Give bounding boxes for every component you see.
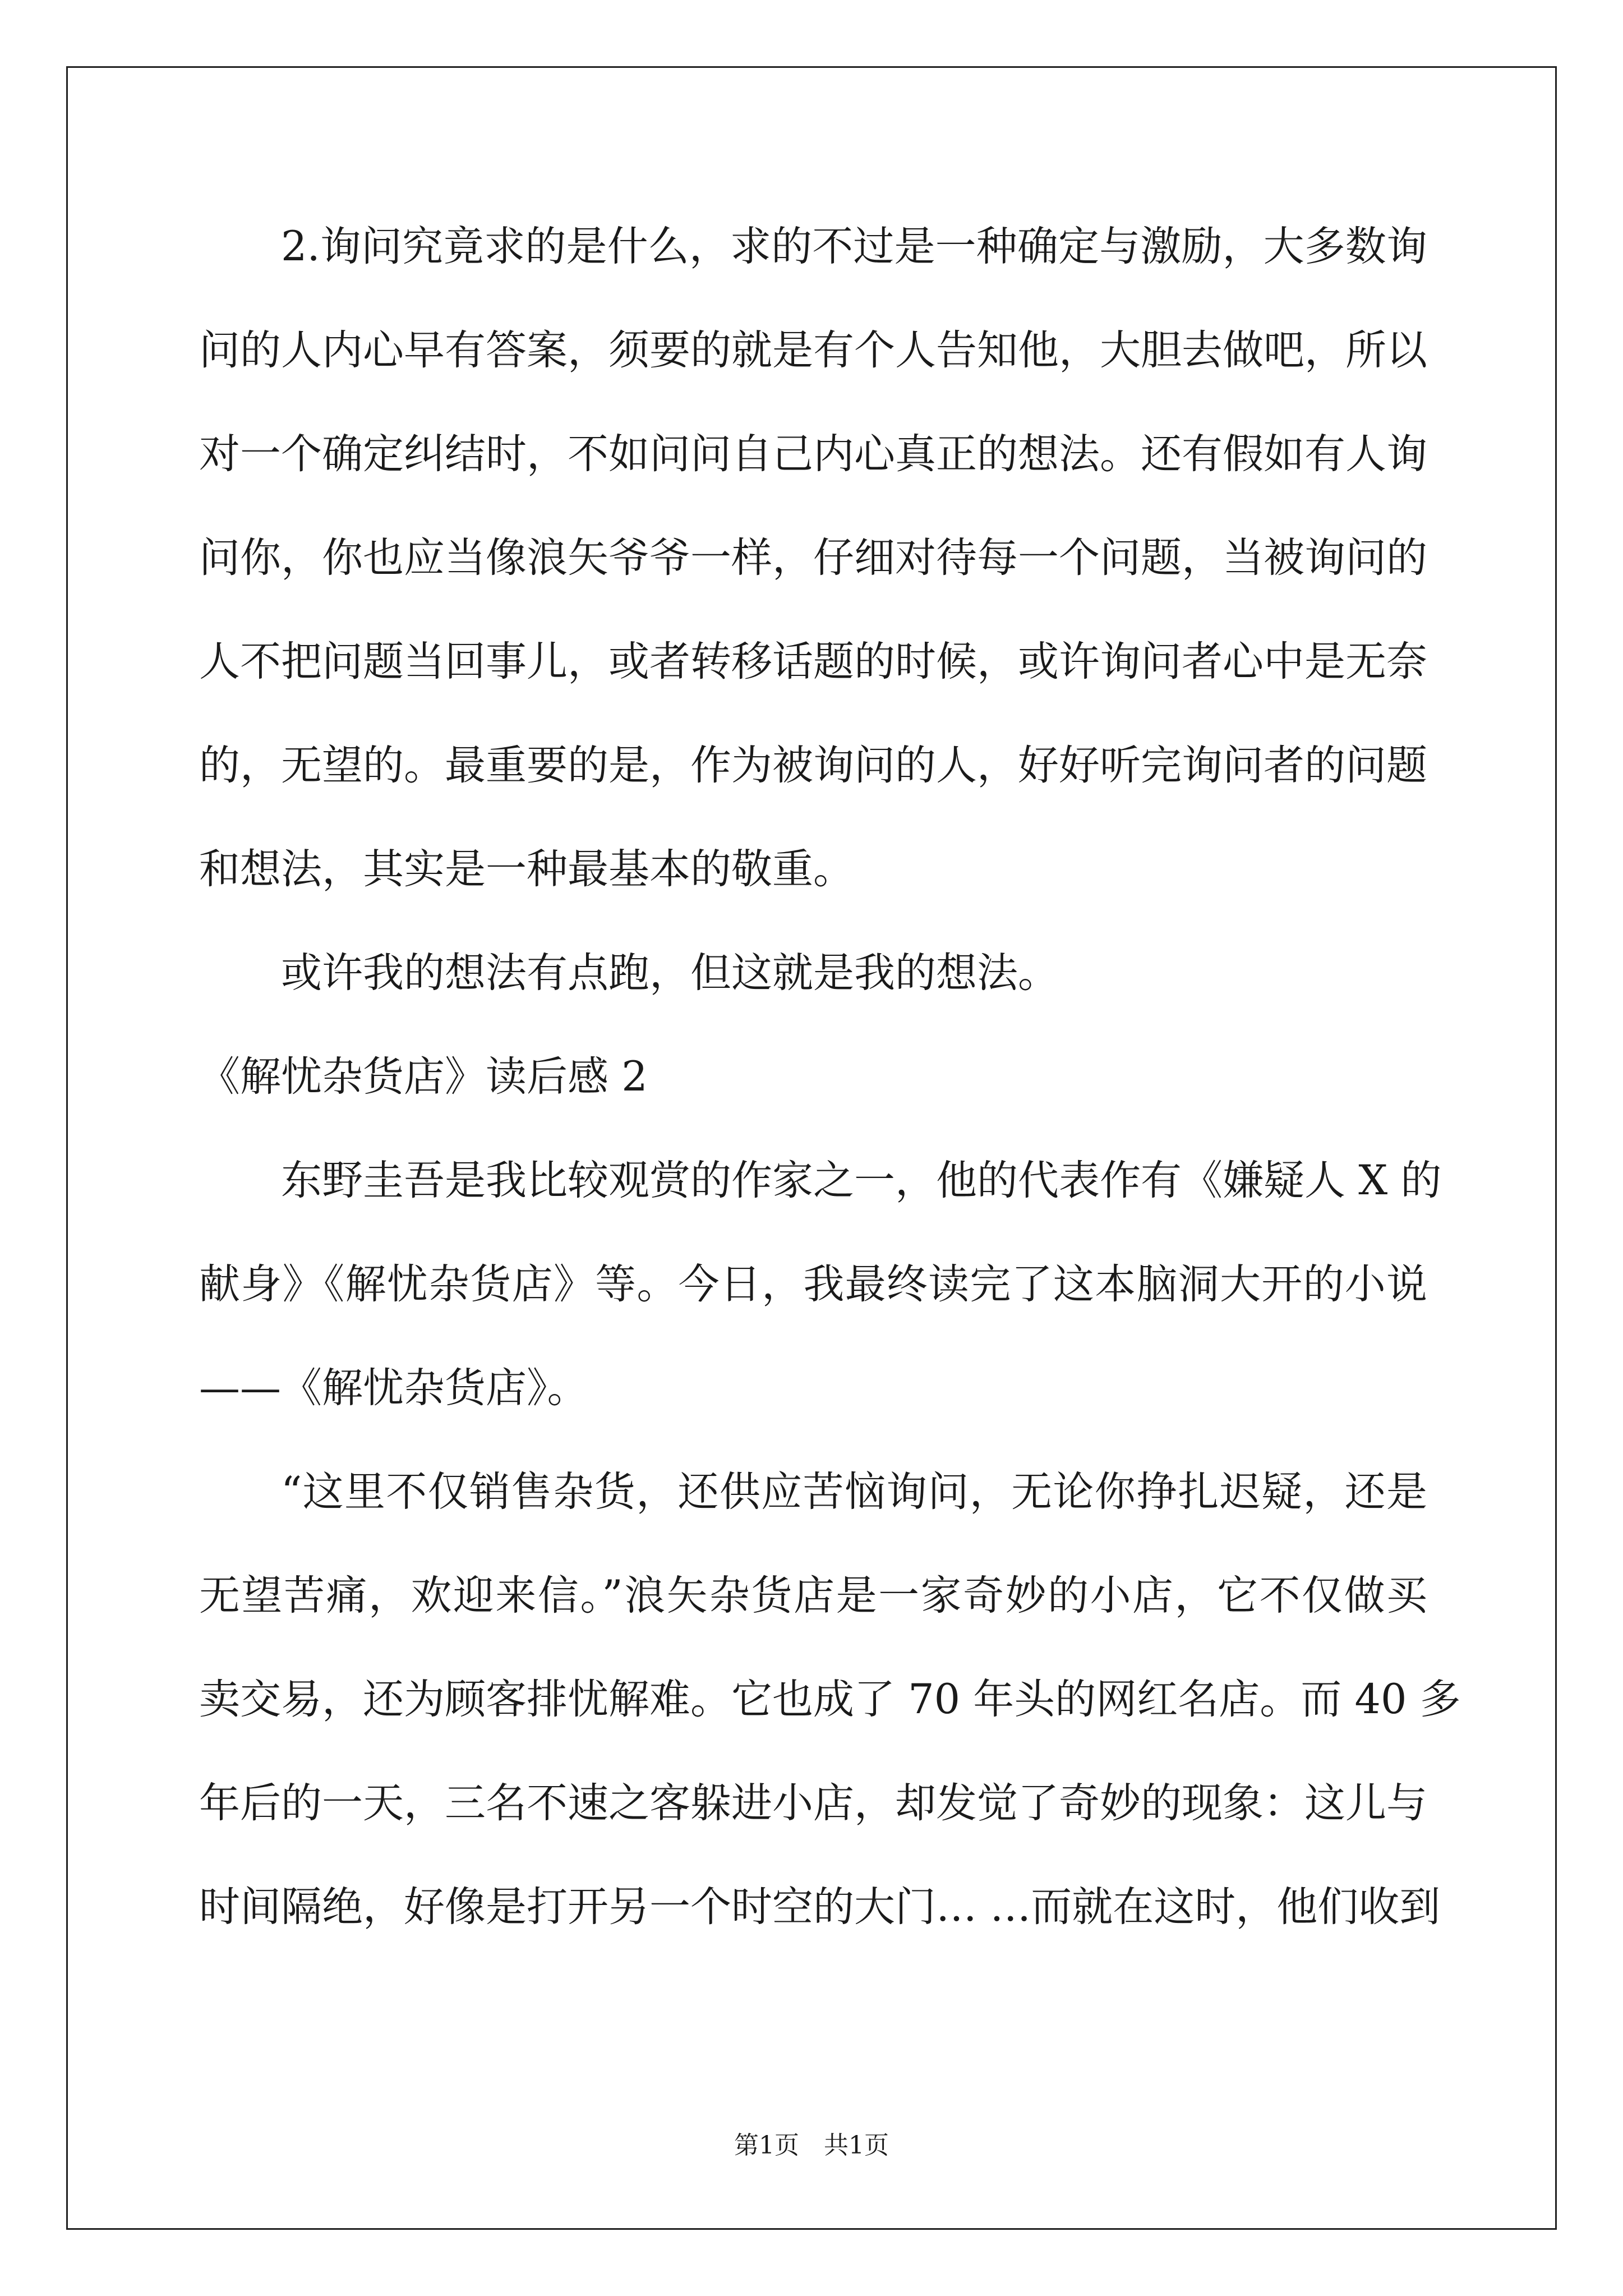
- paragraph-line: 问的人内心早有答案，须要的就是有个人告知他，大胆去做吧，所以: [199, 326, 1427, 374]
- paragraph-line: 卖交易，还为顾客排忧解难。它也成了 70 年头的网红名店。而 40 多: [199, 1676, 1461, 1723]
- paragraph-line: 人不把问题当回事儿，或者转移话题的时候，或许询问者心中是无奈: [199, 638, 1427, 685]
- paragraph-line: 和想法，其实是一种最基本的敬重。: [199, 845, 854, 893]
- paragraph-line: 对一个确定纠结时，不如问问自己内心真正的想法。还有假如有人询: [199, 430, 1427, 478]
- page-number-footer: 第1页 共1页: [734, 2131, 889, 2160]
- paragraph-line: 献身》《解忧杂货店》等。今日，我最终读完了这本脑洞大开的小说: [199, 1260, 1427, 1308]
- paragraph-line: 或许我的想法有点跑，但这就是我的想法。: [281, 949, 1059, 997]
- document-body: [199, 213, 1461, 1977]
- paragraph-line: 2.询问究竟求的是什么，求的不过是一种确定与激励，大多数询: [281, 223, 1427, 270]
- section-heading: 《解忧杂货店》读后感 2: [199, 1053, 648, 1101]
- paragraph-line: 问你，你也应当像浪矢爷爷一样，仔细对待每一个问题，当被询问的: [199, 534, 1427, 582]
- paragraph-line: 年后的一天，三名不速之客躲进小店，却发觉了奇妙的现象：这儿与: [199, 1779, 1427, 1827]
- paragraph-line: 时间隔绝，好像是打开另一个时空的大门… …而就在这时，他们收到: [199, 1883, 1441, 1931]
- paragraph-line: 东野圭吾是我比较观赏的作家之一，他的代表作有《嫌疑人 X 的: [281, 1157, 1442, 1204]
- paragraph-line: 无望苦痛，欢迎来信。”浪矢杂货店是一家奇妙的小店，它不仅做买: [199, 1572, 1427, 1619]
- paragraph-line: “这里不仅销售杂货，还供应苦恼询问，无论你挣扎迟疑，还是: [281, 1468, 1427, 1516]
- paragraph-line: ——《解忧杂货店》。: [199, 1364, 588, 1412]
- paragraph-line: 的，无望的。最重要的是，作为被询问的人，好好听完询问者的问题: [199, 742, 1427, 789]
